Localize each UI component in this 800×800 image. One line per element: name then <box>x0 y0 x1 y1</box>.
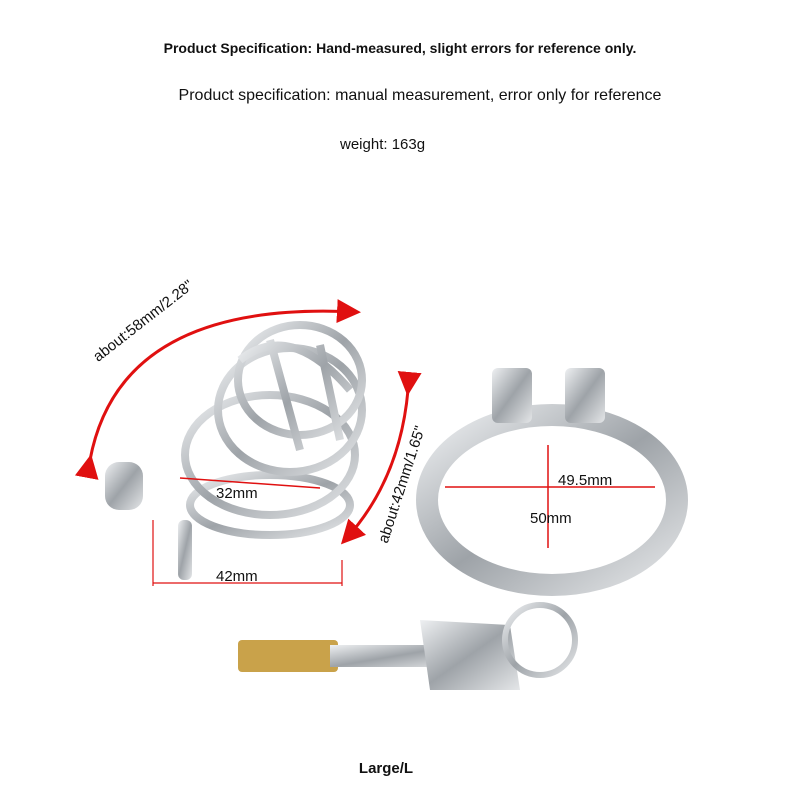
key-ring <box>505 605 575 675</box>
arc-length-label: about:58mm/2.28" <box>90 276 197 366</box>
base-ring <box>427 415 677 585</box>
ring-width-label: 49.5mm <box>558 472 613 489</box>
cage <box>185 325 362 535</box>
spec-subtitle: Product specification: manual measurement, error only for reference <box>178 87 662 104</box>
spec-title: Product Specification: Hand-measured, slight errors for reference only. <box>163 40 637 56</box>
weight-label: weight: 163g <box>340 136 426 153</box>
size-label: Large/L <box>358 760 414 777</box>
ring-lock-left <box>492 368 532 423</box>
height-label: about:42mm/1.65" <box>375 423 429 546</box>
keys <box>238 605 575 690</box>
ring-height-label: 50mm <box>530 510 572 527</box>
ring-lock-right <box>565 368 605 423</box>
brass-lock-cylinder <box>238 640 338 672</box>
cage-clip <box>105 462 143 510</box>
cage-pin <box>178 520 192 580</box>
cage-base-width-label: 42mm <box>216 568 258 585</box>
cage-inner-width-label: 32mm <box>216 485 258 502</box>
